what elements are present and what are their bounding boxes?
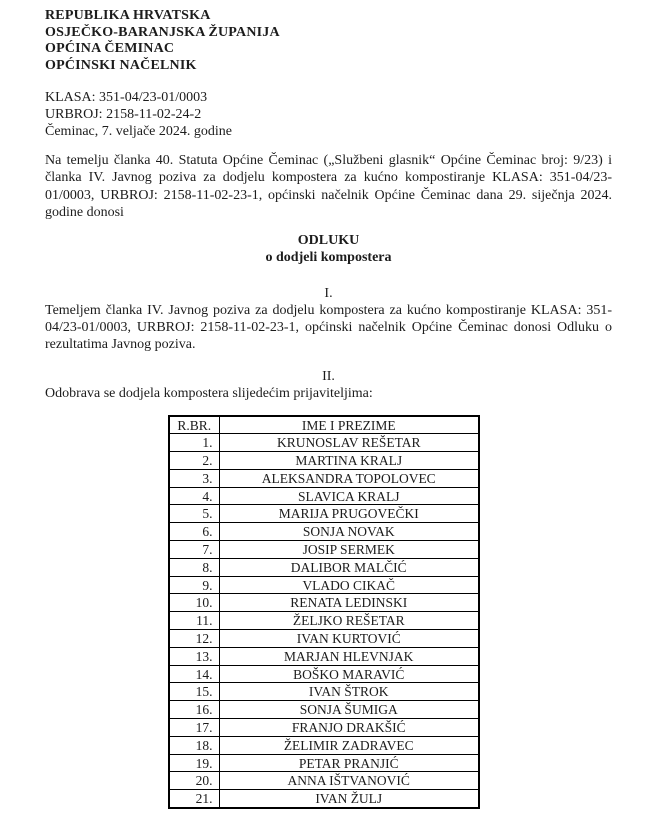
reference-block [45, 89, 612, 140]
table-row [169, 630, 479, 648]
applicant-name-cell: MARJAN HLEVNJAK [219, 647, 479, 665]
section-2-numeral: II. [322, 368, 335, 384]
table-row [169, 772, 479, 790]
row-number-cell: 10. [169, 594, 219, 612]
letterhead-line-office: OPĆINSKI NAČELNIK [45, 57, 197, 73]
urbroj-line: URBROJ: 2158-11-02-24-2 [45, 107, 202, 122]
applicant-name-cell: SONJA ŠUMIGA [219, 701, 479, 719]
row-number-cell: 2. [169, 452, 219, 470]
applicant-name-cell: ŽELIMIR ZADRAVEC [219, 736, 479, 754]
decision-subtitle: o dodjeli kompostera [265, 250, 392, 266]
table-header-row [169, 416, 479, 434]
row-number-cell: 12. [169, 630, 219, 648]
table-row [169, 469, 479, 487]
table-row [169, 790, 479, 808]
row-number-cell: 3. [169, 469, 219, 487]
applicant-name-cell: KRUNOSLAV REŠETAR [219, 434, 479, 452]
applicant-name-cell: SONJA NOVAK [219, 523, 479, 541]
applicants-table [168, 415, 480, 809]
row-number-cell: 15. [169, 683, 219, 701]
row-number-cell: 17. [169, 719, 219, 737]
applicant-name-cell: ANNA IŠTVANOVIĆ [219, 772, 479, 790]
applicant-name-cell: DALIBOR MALČIĆ [219, 558, 479, 576]
section-1-numeral: I. [324, 285, 333, 301]
decision-title-block [45, 232, 612, 267]
intro-paragraph: Na temelju članka 40. Statuta Općine Čeminac („Službeni glasnik“ Općine Čeminac broj: 9/23) i članka IV. Javnog poziva za dodjelu kompostera za kućno kompostiranje KLASA: 351-04/23-01/0003, URBROJ: 2158-11-02-23-1, općinski načelnik Općine Čeminac dana 29. siječnja 2024. godine donosi [45, 153, 612, 220]
applicant-name-cell: IVAN ŽULJ [219, 790, 479, 808]
section-1-paragraph: Temeljem članka IV. Javnog poziva za dodjelu kompostera za kućno kompostiranje KLASA: 351-04/23-01/0003, URBROJ: 2158-11-02-23-1, općinski načelnik Općine Čeminac donosi Odluku o rezultatima Javnog poziva. [45, 302, 612, 353]
table-row [169, 612, 479, 630]
table-row [169, 576, 479, 594]
table-row [169, 505, 479, 523]
klasa-line: KLASA: 351-04/23-01/0003 [45, 90, 208, 105]
table-row [169, 701, 479, 719]
applicant-name-cell: IVAN ŠTROK [219, 683, 479, 701]
table-row [169, 647, 479, 665]
applicants-table-body [169, 434, 479, 808]
letterhead-line-county: OSJEČKO-BARANJSKA ŽUPANIJA [45, 24, 280, 40]
applicant-name-cell: PETAR PRANJIĆ [219, 754, 479, 772]
letterhead-line-municipality: OPĆINA ČEMINAC [45, 41, 175, 56]
section-2-paragraph: Odobrava se dodjela kompostera slijedećim prijaviteljima: [45, 385, 373, 401]
applicant-name-cell: ALEKSANDRA TOPOLOVEC [219, 469, 479, 487]
row-number-cell: 20. [169, 772, 219, 790]
table-row [169, 487, 479, 505]
row-number-cell: 6. [169, 523, 219, 541]
row-number-cell: 4. [169, 487, 219, 505]
table-row [169, 594, 479, 612]
row-number-cell: 11. [169, 612, 219, 630]
row-number-cell: 5. [169, 505, 219, 523]
table-row [169, 452, 479, 470]
row-number-cell: 8. [169, 558, 219, 576]
applicant-name-cell: IVAN KURTOVIĆ [219, 630, 479, 648]
table-row [169, 719, 479, 737]
header-cell-number: R.BR. [169, 416, 219, 434]
row-number-cell: 7. [169, 541, 219, 559]
applicant-name-cell: JOSIP SERMEK [219, 541, 479, 559]
decision-title: ODLUKU [297, 233, 360, 249]
table-row [169, 736, 479, 754]
table-row [169, 434, 479, 452]
row-number-cell: 9. [169, 576, 219, 594]
row-number-cell: 14. [169, 665, 219, 683]
row-number-cell: 13. [169, 647, 219, 665]
row-number-cell: 1. [169, 434, 219, 452]
table-row [169, 683, 479, 701]
letterhead [45, 8, 612, 74]
row-number-cell: 19. [169, 754, 219, 772]
applicant-name-cell: MARIJA PRUGOVEČKI [219, 505, 479, 523]
row-number-cell: 18. [169, 736, 219, 754]
applicant-name-cell: FRANJO DRAKŠIĆ [219, 719, 479, 737]
table-row [169, 523, 479, 541]
table-row [169, 541, 479, 559]
applicant-name-cell: BOŠKO MARAVIĆ [219, 665, 479, 683]
letterhead-line-country: REPUBLIKA HRVATSKA [45, 8, 211, 23]
table-row [169, 558, 479, 576]
row-number-cell: 16. [169, 701, 219, 719]
applicant-name-cell: VLADO CIKAČ [219, 576, 479, 594]
applicant-name-cell: RENATA LEDINSKI [219, 594, 479, 612]
place-date-line: Čeminac, 7. veljače 2024. godine [45, 124, 232, 139]
row-number-cell: 21. [169, 790, 219, 808]
applicant-name-cell: MARTINA KRALJ [219, 452, 479, 470]
table-row [169, 665, 479, 683]
applicant-name-cell: ŽELJKO REŠETAR [219, 612, 479, 630]
applicant-name-cell: SLAVICA KRALJ [219, 487, 479, 505]
header-cell-name: IME I PREZIME [219, 416, 479, 434]
table-row [169, 754, 479, 772]
